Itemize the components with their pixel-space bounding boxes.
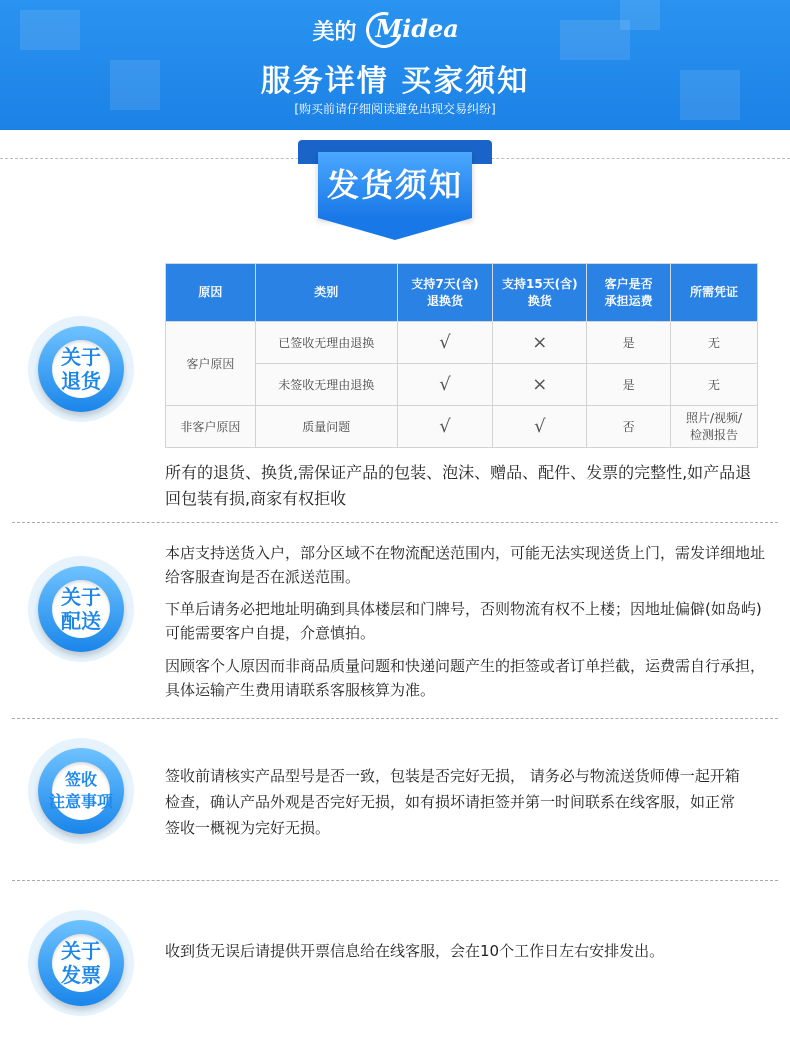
table-header-cell: 支持7天(含) 退换货 [397,264,493,322]
returns-badge [28,316,134,422]
table-cell-reason: 客户原因 [166,322,256,406]
invoice-badge [28,910,134,1016]
table-cell-seven-day: √ [397,406,493,448]
delivery-paragraph: 因顾客个人原因而非商品质量问题和快递问题产生的拒签或者订单拦截，运费需自行承担，具体运输产生费用请联系客服核算为准。 [165,657,766,699]
table-cell-freight: 是 [587,322,671,364]
invoice-badge-label: 关于 发票 [61,939,101,987]
receipt-text: 签收前请核实产品型号是否一致，包装是否完好无损， 请务必与物流送货师傅一起开箱检查，确认产品外观是否完好无损，如有损坏请拒签并第一时间联系在线客服，如正常签收一概视为完好无损。 [165,767,740,837]
table-header-cell: 支持15天(含) 换货 [493,264,587,322]
section-divider [12,718,778,719]
table-row [166,322,758,364]
table-cell-category: 未签收无理由退换 [255,364,397,406]
table-cell-seven-day: √ [397,364,493,406]
table-cell-fifteen-day: × [493,322,587,364]
table-cell-freight: 否 [587,406,671,448]
banner-tail [318,218,472,240]
delivery-paragraph: 本店支持送货入户，部分区域不在物流配送范围内，可能无法实现送货上门，需发详细地址给客服查询是否在派送范围。 [165,544,766,586]
receipt-badge [28,738,134,844]
table-header-row [166,264,758,322]
invoice-text: 收到货无误后请提供开票信息给在线客服，会在10个工作日左右安排发出。 [165,942,665,960]
table-header-cell: 类别 [255,264,397,322]
table-cell-seven-day: √ [397,322,493,364]
midea-logo [366,10,478,50]
section-title: 发货须知 [318,152,472,218]
table-cell-fifteen-day: √ [493,406,587,448]
table-cell-proof: 无 [671,322,758,364]
table-header-cell: 原因 [166,264,256,322]
table-cell-category: 质量问题 [255,406,397,448]
delivery-badge [28,556,134,662]
section-divider [12,880,778,881]
table-row [166,406,758,448]
table-cell-freight: 是 [587,364,671,406]
delivery-badge-label: 关于 配送 [61,585,101,633]
table-header-cell: 客户是否 承担运费 [587,264,671,322]
table-cell-category: 已签收无理由退换 [255,322,397,364]
page-title: 服务详情 买家须知 [260,64,530,99]
delivery-paragraph: 下单后请务必把地址明确到具体楼层和门牌号，否则物流有权不上楼；因地址偏僻(如岛屿)可能需要客户自提，介意慎拍。 [165,600,762,642]
section-divider [12,522,778,523]
returns-table [165,263,758,448]
table-cell-fifteen-day: × [493,364,587,406]
brand-row [0,10,790,54]
returns-note: 所有的退货、换货,需保证产品的包装、泡沫、赠品、配件、发票的完整性,如产品退回包装有损,商家有权拒收 [165,463,752,508]
header-banner [0,0,790,130]
receipt-badge-label: 签收 注意事项 [48,770,113,811]
brand-name-cn: 美的 [312,19,357,45]
page-subtitle: [购买前请仔细阅读避免出现交易纠纷] [294,102,496,116]
table-header-cell: 所需凭证 [671,264,758,322]
table-cell-proof: 无 [671,364,758,406]
returns-badge-label: 关于 退货 [61,345,101,393]
table-cell-reason: 非客户原因 [166,406,256,448]
table-cell-proof: 照片/视频/ 检测报告 [671,406,758,448]
logo-wordmark: Midea [375,14,459,43]
